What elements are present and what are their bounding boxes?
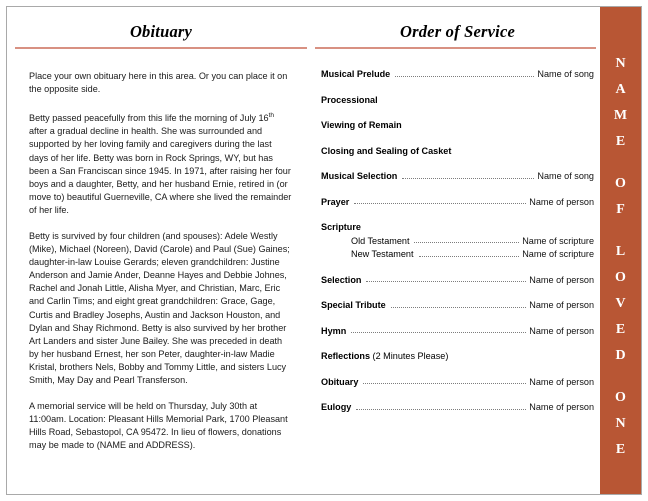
service-item-label: Viewing of Remain: [321, 120, 402, 130]
service-item-value: Name of song: [537, 171, 594, 181]
dotted-leader: [414, 242, 519, 243]
obituary-paragraph: Betty is survived by four children (and spouses): Adele Westly (Mike), Michael (Noreen), David (Carole) and Paul (Sue) Gaines; daughter-in-law Louise Gerards; eleven grandchildren: Justine Anderson and Jamie Ander, Deanne Hayes and Debbie Johnes, Rachel and Jonah Little, Alisha Myer, and Christian, Marc, Eric and Carlin Tims; and eight great grandchildren: Grace, Gage, Curtis and Bradley Josephs, Austin and Jackson Houston, and Dylan and Shay Richmond. Betty is also survived by her brother Art Landers and sister June Bailey. She was preceded in death by her husband Ernest, her son Peter, daughter-in-law Madie Kristal, brothers Nels, Bobby and Tommy Little, and sisters Lucy Smith, May Day and Pearl Transferson.: [29, 230, 290, 385]
service-item-value: Name of person: [529, 196, 594, 207]
name-bar-letter: D: [615, 348, 626, 363]
service-item-label: Musical Selection: [321, 171, 398, 181]
dotted-leader: [402, 178, 534, 179]
name-bar-letter: E: [615, 322, 626, 337]
name-bar-gap: [619, 369, 623, 385]
service-item-row: [321, 249, 594, 259]
name-bar-letter: L: [615, 244, 626, 259]
service-item-row: [321, 120, 594, 130]
service-item-value: Name of scripture: [522, 249, 594, 259]
dotted-leader: [391, 307, 527, 308]
service-item-value: Name of person: [529, 300, 594, 310]
service-item-value: Name of person: [529, 325, 594, 336]
name-bar-letter: A: [615, 82, 626, 97]
dotted-leader: [356, 409, 526, 410]
obituary-heading: Obituary: [129, 22, 193, 41]
obituary-text-body: [29, 49, 293, 452]
service-item-row: [321, 222, 594, 232]
service-item-row: [321, 300, 594, 310]
name-bar-letter: O: [615, 270, 626, 285]
service-item-row: [321, 146, 594, 156]
service-item-label: Prayer: [321, 196, 350, 207]
service-item-note: (2 Minutes Please): [370, 351, 449, 361]
service-item-row: [321, 351, 594, 361]
name-bar-letter: M: [613, 108, 628, 123]
service-item-label: Old Testament: [351, 235, 410, 246]
service-item-label: Scripture: [321, 222, 361, 232]
service-item-row: [321, 402, 594, 412]
service-item-label: Selection: [321, 274, 362, 285]
service-item-label: Musical Prelude: [321, 69, 391, 79]
order-of-service-column: [311, 7, 600, 494]
service-item-value: Name of person: [529, 402, 594, 412]
service-item-label: Special Tribute: [321, 300, 386, 310]
obituary-paragraph: A memorial service will be held on Thursday, July 30th at 11:00am. Location: Pleasant Hills Memorial Park, 1700 Pleasant Hills Road, Sebastopol, CA 95472. In lieu of flowers, donations may be made to (NAME and ADDRESS).: [29, 401, 288, 451]
name-bar-letter: O: [615, 176, 626, 191]
name-bar-letter: N: [615, 416, 626, 431]
service-item-value: Name of song: [537, 69, 594, 79]
name-bar-letter: E: [615, 134, 626, 149]
dotted-leader: [363, 383, 526, 384]
service-item-row: [321, 69, 594, 79]
name-bar-letter: F: [616, 202, 625, 217]
program-content: [7, 7, 600, 494]
service-item-label: Closing and Sealing of Casket: [321, 145, 452, 156]
dotted-leader: [366, 281, 526, 282]
service-item-label: Eulogy: [321, 402, 352, 412]
vertical-name-bar: [600, 7, 641, 494]
service-item-value: Name of person: [529, 274, 594, 285]
service-item-row: [321, 377, 594, 387]
service-item-label: Reflections (2 Minutes Please): [321, 351, 449, 361]
order-of-service-heading: Order of Service: [399, 22, 515, 41]
service-item-row: [321, 171, 594, 181]
service-item-label: Obituary: [321, 376, 359, 387]
service-item-row: [321, 236, 594, 246]
name-bar-letter: O: [615, 390, 626, 405]
obituary-paragraph: Betty passed peacefully from this life the morning of July 16th after a gradual decline in health. She was surrounded and supported by her loving family and caregivers during the last days of her life. Betty was born in Rock Springs, WY, but has been a San Franciscan since 1945. In 1971, after raising her four boys and a daughter, Betty, and her husband Ernie, retired in (or move to) beautiful Guerneville, CA where she lived the remainder of her life.: [29, 112, 292, 215]
name-bar-letter: E: [615, 442, 626, 457]
service-item-row: [321, 197, 594, 207]
obituary-column: [7, 7, 311, 494]
service-item-label: New Testament: [351, 249, 414, 259]
dotted-leader: [395, 76, 534, 77]
name-bar-gap: [619, 155, 623, 171]
name-bar-letter: N: [615, 56, 626, 71]
name-bar-letter: V: [615, 296, 626, 311]
service-item-value: Name of person: [529, 376, 594, 387]
obituary-paragraph: Place your own obituary here in this area. Or you can place it on the opposite side.: [29, 71, 288, 95]
service-item-value: Name of scripture: [522, 235, 594, 246]
dotted-leader: [419, 256, 520, 257]
order-of-service-list: [321, 49, 594, 412]
dotted-leader: [354, 203, 526, 204]
service-item-label: Hymn: [321, 325, 347, 336]
service-item-row: [321, 275, 594, 285]
service-item-row: [321, 326, 594, 336]
service-item-row: [321, 95, 594, 105]
service-item-label: Processional: [321, 94, 378, 105]
dotted-leader: [351, 332, 526, 333]
name-bar-gap: [619, 223, 623, 239]
